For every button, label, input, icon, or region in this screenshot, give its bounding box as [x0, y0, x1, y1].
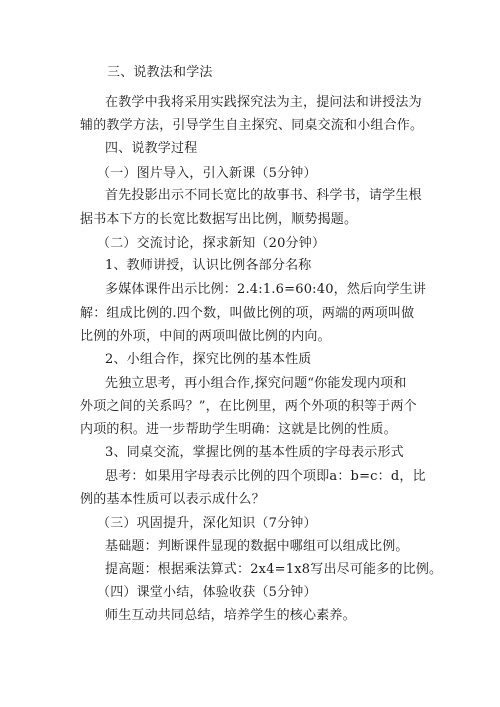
paragraph-line: 解：组成比例的.四个数，叫做比例的项，两端的两项叫做: [80, 306, 415, 321]
paragraph-line: 师生互动共同总结，培养学生的核心素养。: [105, 608, 356, 623]
subsection-heading-intro: （一）图片导入，引入新课（5分钟）: [97, 166, 317, 181]
paragraph-line: 多媒体课件出示比例：2.4:1.6=60:40，然后向学生讲: [105, 282, 427, 297]
section-heading-teaching-methods: 三、说教法和学法: [107, 65, 213, 80]
step-heading-3: 3、同桌交流，掌握比例的基本性质的字母表示形式: [105, 445, 404, 460]
paragraph-line: 先独立思考，再小组合作,探究问题“你能发现内项和: [105, 376, 407, 391]
paragraph-line: 首先投影出示不同长宽比的故事书、科学书，请学生根: [105, 188, 422, 203]
subsection-heading-summary: （四）课堂小结，体验收获（5分钟）: [97, 585, 317, 600]
paragraph-line: 提高题：根据乘法算式：2x4=1x8写出尽可能多的比例。: [105, 562, 443, 577]
paragraph-line: 内项的积。进一步帮助学生明确：这就是比例的性质。: [80, 422, 397, 437]
paragraph-line: 思考：如果用字母表示比例的四个项即a：b=c：d，比: [105, 469, 426, 484]
step-heading-1: 1、教师讲授，认识比例各部分名称: [105, 258, 312, 273]
subsection-heading-discussion: （二）交流讨论，探求新知（20分钟）: [97, 236, 326, 251]
step-heading-2: 2、小组合作，探究比例的基本性质: [105, 352, 312, 367]
paragraph-line: 基础题：判断课件显现的数据中哪组可以组成比例。: [105, 539, 409, 554]
section-heading-teaching-process: 四、说教学过程: [105, 141, 198, 156]
subsection-heading-practice: （三）巩固提升，深化知识（7分钟）: [97, 516, 317, 531]
paragraph-line: 在教学中我将采用实践探究法为主，提问法和讲授法为: [105, 95, 422, 110]
paragraph-line: 比例的外项，中间的两项叫做比例的内向。: [80, 329, 331, 344]
paragraph-line: 外项之间的关系吗？”，在比例里，两个外项的积等于两个: [80, 399, 417, 414]
paragraph-line: 例的基本性质可以表示成什么？: [80, 492, 265, 507]
paragraph-line: 辅的教学方法，引导学生自主探究、同桌交流和小组合作。: [80, 118, 424, 133]
paragraph-line: 据书本下方的长宽比数据写出比例，顺势揭题。: [80, 212, 358, 227]
